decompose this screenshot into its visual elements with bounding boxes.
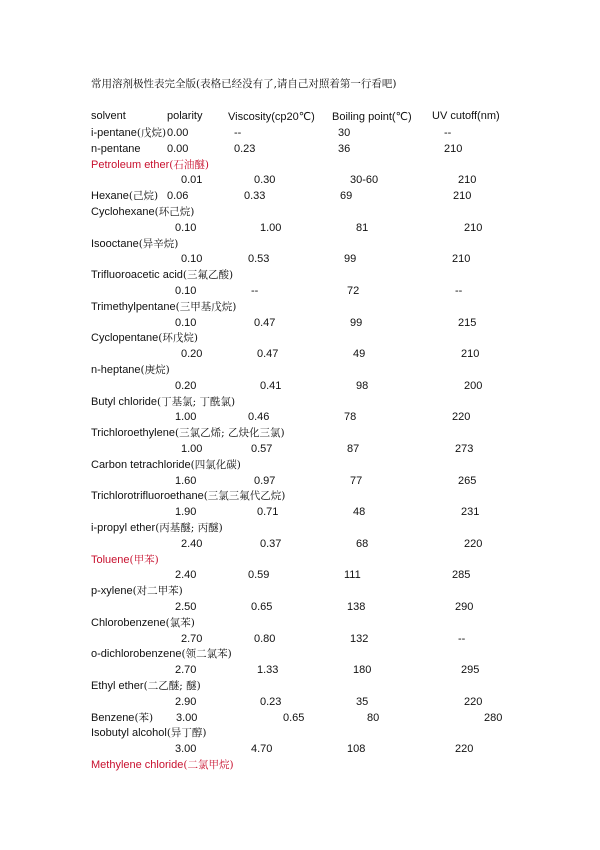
polarity-value: 0.10 <box>175 221 197 234</box>
solvent-english-name: Chlorobenzene <box>91 616 166 629</box>
polarity-value: 1.60 <box>175 474 197 487</box>
solvent-english-name: Benzene <box>91 711 135 724</box>
solvent-chinese-name: (苯) <box>134 711 154 724</box>
polarity-value: 2.50 <box>175 601 197 613</box>
solvent-english-name: Isooctane <box>91 237 139 250</box>
solvent-chinese-name: (石油醚) <box>169 158 209 171</box>
boiling-point-value: 30-60 <box>350 174 379 187</box>
boiling-point-value: 81 <box>356 221 369 234</box>
viscosity-value: 1.00 <box>260 221 282 234</box>
solvent-english-name: Trimethylpentane <box>91 300 176 313</box>
solvent-english-name: Trichloroethylene <box>91 427 175 440</box>
polarity-value: 2.40 <box>181 537 203 550</box>
solvent-name <box>91 489 285 503</box>
uv-cutoff-value: 210 <box>461 348 480 361</box>
solvent-chinese-name: (戊烷) <box>136 127 167 139</box>
solvent-english-name: Butyl chloride <box>91 395 158 408</box>
polarity-value: 3.00 <box>176 711 198 724</box>
solvent-english-name: i-pentane <box>91 127 137 139</box>
solvent-chinese-name: (甲苯) <box>129 553 159 566</box>
viscosity-value: 1.33 <box>257 664 279 677</box>
solvent-english-name: Methylene chloride <box>91 759 184 771</box>
uv-cutoff-value: 210 <box>464 221 483 234</box>
uv-cutoff-value: 295 <box>461 664 480 677</box>
boiling-point-value: 99 <box>344 253 357 266</box>
polarity-value: 0.00 <box>167 142 189 155</box>
uv-cutoff-value: 210 <box>444 142 463 155</box>
solvent-chinese-name: (异丁醇) <box>166 727 207 740</box>
solvent-chinese-name: (己烷) <box>128 190 159 203</box>
uv-cutoff-value: 273 <box>455 443 474 455</box>
solvent-english-name: Trichlorotrifluoroethane <box>91 490 204 503</box>
solvent-chinese-name: (二氯甲烷) <box>183 759 234 771</box>
solvent-english-name: Cyclohexane <box>91 206 155 218</box>
boiling-point-value: 80 <box>367 711 380 724</box>
boiling-point-value: 49 <box>353 348 366 361</box>
solvent-name <box>91 300 236 314</box>
solvent-english-name: Hexane <box>91 190 129 203</box>
solvent-name <box>91 553 159 567</box>
uv-cutoff-value: 290 <box>455 601 474 613</box>
polarity-value: 2.90 <box>175 695 197 708</box>
uv-cutoff-value: 285 <box>452 569 471 582</box>
uv-cutoff-value: 231 <box>461 506 480 519</box>
boiling-point-value: 111 <box>344 569 361 582</box>
solvent-name <box>91 189 158 203</box>
solvent-english-name: Ethyl ether <box>91 680 144 692</box>
solvent-name <box>91 616 195 630</box>
solvent-name <box>91 395 235 409</box>
solvent-english-name: i-propyl ether <box>91 522 156 534</box>
solvent-english-name: Toluene <box>91 553 130 566</box>
document-title: 常用溶剂极性表完全版(表格已经没有了,请自己对照着第一行看吧) <box>91 78 397 90</box>
polarity-value: 1.00 <box>175 411 197 424</box>
solvent-english-name: Petroleum ether <box>91 158 170 171</box>
polarity-value: 0.01 <box>181 174 203 187</box>
viscosity-value: 0.46 <box>248 411 270 424</box>
polarity-value: 0.20 <box>181 348 203 361</box>
polarity-value: 2.70 <box>175 664 197 677</box>
viscosity-value: 0.57 <box>251 443 273 455</box>
viscosity-value: 0.97 <box>254 474 276 487</box>
viscosity-value: 0.30 <box>254 174 276 187</box>
uv-cutoff-value: 200 <box>464 379 483 392</box>
boiling-point-value: 30 <box>338 127 351 139</box>
boiling-point-value: 87 <box>347 443 360 455</box>
solvent-name <box>91 584 183 598</box>
boiling-point-value: 98 <box>356 379 369 392</box>
solvent-chinese-name: (三氟乙酸) <box>182 269 234 282</box>
viscosity-value: -- <box>251 285 259 297</box>
solvent-english-name: Carbon tetrachloride <box>91 458 191 471</box>
polarity-value: 0.10 <box>175 285 197 297</box>
column-header-boiling-point: Boiling point(℃) <box>332 111 412 123</box>
solvent-name <box>91 647 232 661</box>
viscosity-value: 4.70 <box>251 743 273 756</box>
uv-cutoff-value: 280 <box>484 711 503 724</box>
solvent-chinese-name: (三氯乙烯; 乙炔化三氯) <box>174 427 285 440</box>
solvent-english-name: p-xylene <box>91 585 133 598</box>
solvent-name <box>91 158 209 172</box>
boiling-point-value: 180 <box>353 664 372 677</box>
solvent-chinese-name: (对二甲苯) <box>132 585 183 598</box>
viscosity-value: 0.71 <box>257 506 279 519</box>
uv-cutoff-value: 220 <box>464 695 483 708</box>
polarity-value: 1.00 <box>181 443 203 455</box>
viscosity-value: 0.23 <box>260 695 282 708</box>
viscosity-value: 0.47 <box>254 316 276 329</box>
solvent-chinese-name: (异辛烷) <box>138 237 179 250</box>
viscosity-value: 0.59 <box>248 569 270 582</box>
solvent-name <box>91 126 166 140</box>
solvent-english-name: Isobutyl alcohol <box>91 727 167 740</box>
viscosity-value: -- <box>234 127 242 139</box>
viscosity-value: 0.65 <box>283 711 305 724</box>
solvent-chinese-name: (领二氯苯) <box>181 648 232 661</box>
solvent-english-name: n-heptane <box>91 364 141 376</box>
solvent-english-name: n-pentane <box>91 142 141 155</box>
boiling-point-value: 48 <box>353 506 366 519</box>
boiling-point-value: 138 <box>347 601 366 613</box>
viscosity-value: 0.41 <box>260 379 282 392</box>
boiling-point-value: 69 <box>340 190 353 203</box>
solvent-chinese-name: (氯苯) <box>165 616 195 629</box>
solvent-name <box>91 331 198 345</box>
uv-cutoff-value: 220 <box>452 411 471 424</box>
uv-cutoff-value: -- <box>458 632 466 645</box>
solvent-chinese-name: (庚烷) <box>140 364 170 376</box>
uv-cutoff-value: 220 <box>455 743 474 756</box>
polarity-value: 0.00 <box>167 127 189 139</box>
uv-cutoff-value: 220 <box>464 537 483 550</box>
solvent-english-name: Trifluoroacetic acid <box>91 269 183 282</box>
uv-cutoff-value: -- <box>444 127 452 139</box>
boiling-point-value: 72 <box>347 285 360 297</box>
viscosity-value: 0.47 <box>257 348 279 361</box>
viscosity-value: 0.65 <box>251 601 273 613</box>
solvent-english-name: Cyclopentane <box>91 332 159 345</box>
column-header-solvent: solvent <box>91 110 126 122</box>
boiling-point-value: 36 <box>338 142 351 155</box>
viscosity-value: 0.80 <box>254 632 276 645</box>
polarity-value: 2.40 <box>175 569 197 582</box>
uv-cutoff-value: 210 <box>458 174 477 187</box>
uv-cutoff-value: 210 <box>452 253 471 266</box>
solvent-name <box>91 142 141 156</box>
solvent-name <box>91 237 178 251</box>
viscosity-value: 0.53 <box>248 253 270 266</box>
viscosity-value: 0.37 <box>260 537 282 550</box>
solvent-chinese-name: (二乙醚; 醚) <box>143 680 201 692</box>
column-header-uv-cutoff: UV cutoff(nm) <box>432 110 500 122</box>
solvent-name <box>91 726 207 740</box>
uv-cutoff-value: 265 <box>458 474 477 487</box>
polarity-value: 0.10 <box>175 316 197 329</box>
solvent-chinese-name: (环己烷) <box>154 206 195 218</box>
polarity-value: 0.20 <box>175 379 197 392</box>
solvent-name <box>91 268 233 282</box>
polarity-value: 0.10 <box>181 253 203 266</box>
solvent-name <box>91 458 241 472</box>
column-header-viscosity: Viscosity(cp20℃) <box>228 111 315 123</box>
solvent-chinese-name: (四氯化碳) <box>190 458 241 471</box>
polarity-value: 0.06 <box>167 190 189 203</box>
viscosity-value: 0.33 <box>244 190 266 203</box>
boiling-point-value: 68 <box>356 537 369 550</box>
uv-cutoff-value: -- <box>455 285 463 297</box>
boiling-point-value: 78 <box>344 411 357 424</box>
solvent-chinese-name: (丁基氯; 丁酰氯) <box>157 395 236 408</box>
solvent-name <box>91 363 170 377</box>
solvent-name <box>91 426 285 440</box>
solvent-name <box>91 758 234 772</box>
polarity-value: 1.90 <box>175 506 197 519</box>
column-header-polarity: polarity <box>167 110 203 122</box>
solvent-name <box>91 679 201 693</box>
boiling-point-value: 77 <box>350 474 363 487</box>
solvent-chinese-name: (三甲基戊烷) <box>175 300 237 313</box>
solvent-name <box>91 711 153 725</box>
boiling-point-value: 35 <box>356 695 369 708</box>
boiling-point-value: 108 <box>347 743 366 756</box>
boiling-point-value: 132 <box>350 632 369 645</box>
solvent-chinese-name: (环戊烷) <box>158 332 198 345</box>
solvent-name <box>91 205 194 219</box>
solvent-chinese-name: (三氯三氟代乙烷) <box>203 490 286 503</box>
polarity-value: 3.00 <box>175 743 197 756</box>
uv-cutoff-value: 210 <box>453 190 472 203</box>
solvent-name <box>91 521 223 535</box>
solvent-english-name: o-dichlorobenzene <box>91 648 182 661</box>
solvent-chinese-name: (丙基醚; 丙醚) <box>155 522 223 534</box>
uv-cutoff-value: 215 <box>458 316 477 329</box>
viscosity-value: 0.23 <box>234 142 256 155</box>
polarity-value: 2.70 <box>181 632 203 645</box>
boiling-point-value: 99 <box>350 316 363 329</box>
